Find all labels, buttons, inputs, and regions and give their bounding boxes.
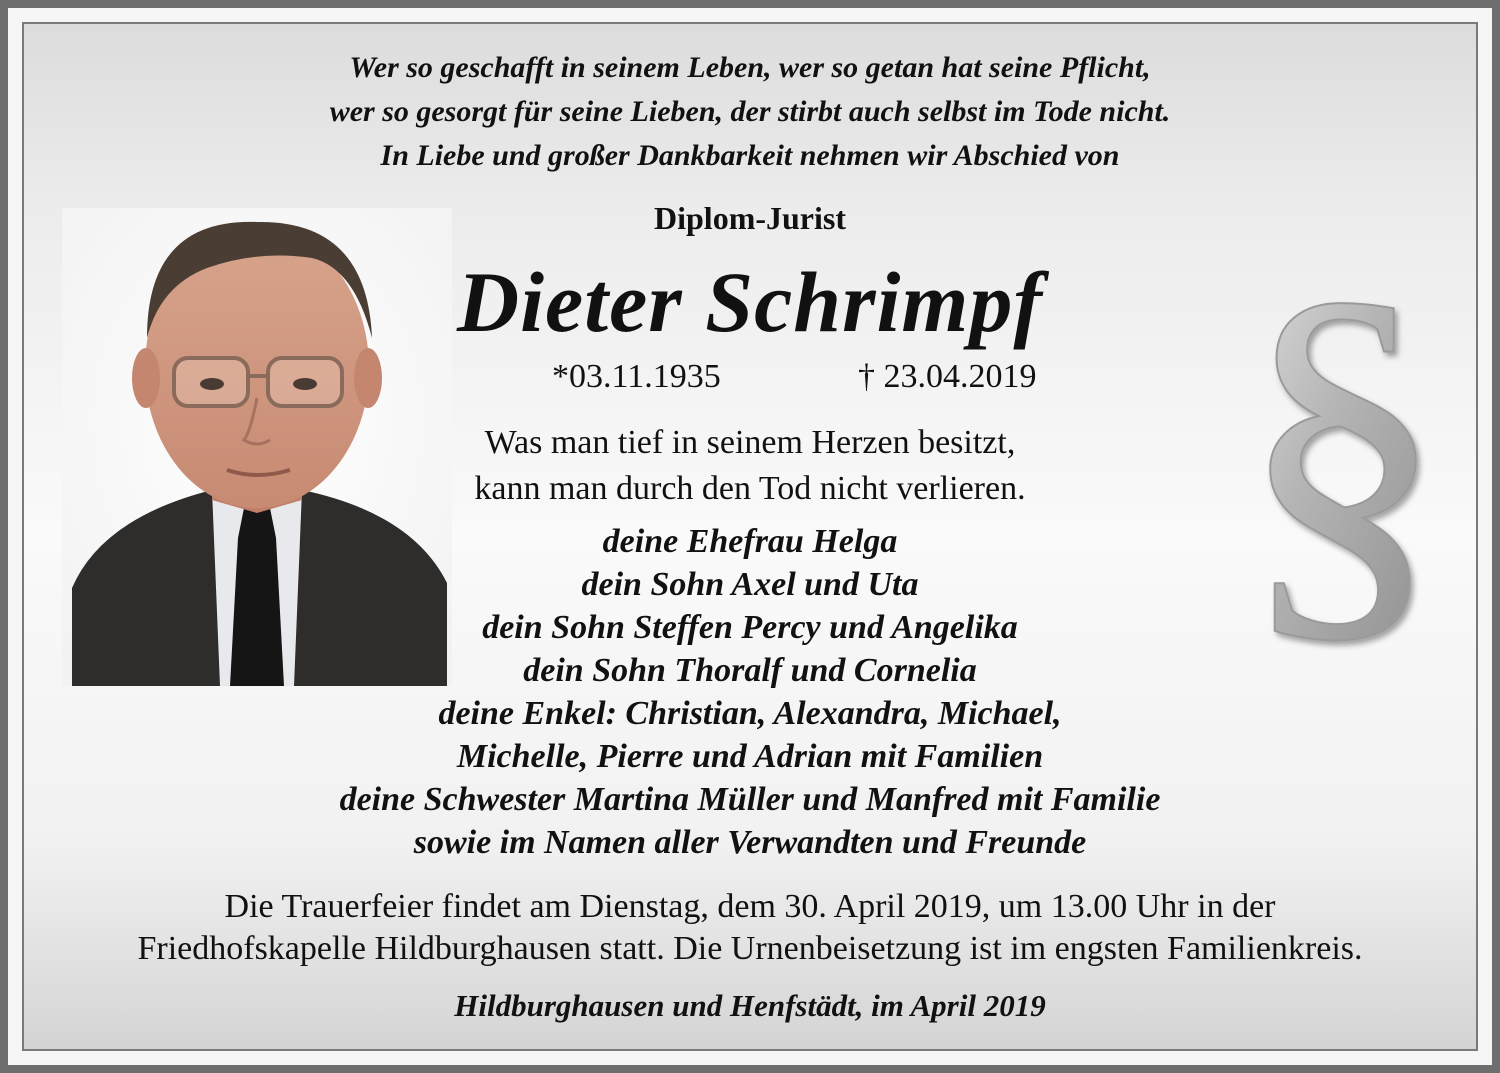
service-line-2: Friedhofskapelle Hildburghausen statt. Die Urnenbeisetzung ist im engsten Familienkreis.	[137, 930, 1363, 967]
paragraph-symbol-icon	[1212, 200, 1472, 680]
death-date: † 23.04.2019	[858, 358, 1037, 395]
deceased-name: Dieter Schrimpf	[457, 254, 1043, 350]
birth-date: *03.11.1935	[552, 358, 721, 395]
family-line-4: dein Sohn Thoralf und Cornelia	[523, 652, 977, 689]
quote-line-1: Was man tief in seinem Herzen besitzt,	[484, 424, 1016, 461]
family-line-6: Michelle, Pierre und Adrian mit Familien	[456, 738, 1044, 775]
place-and-date: Hildburghausen und Henfstädt, im April 2019	[454, 988, 1046, 1023]
family-line-7: deine Schwester Martina Müller und Manfred mit Familie	[339, 781, 1161, 818]
quote-line-2: kann man durch den Tod nicht verlieren.	[474, 470, 1026, 507]
family-line-3: dein Sohn Steffen Percy und Angelika	[482, 609, 1018, 646]
family-line-2: dein Sohn Axel und Uta	[581, 566, 919, 603]
intro-line-1: Wer so geschafft in seinem Leben, wer so getan hat seine Pflicht,	[349, 51, 1151, 84]
family-line-1: deine Ehefrau Helga	[602, 523, 898, 560]
intro-line-2: wer so gesorgt für seine Lieben, der stirbt auch selbst im Tode nicht.	[329, 95, 1171, 128]
intro-line-3: In Liebe und großer Dankbarkeit nehmen wir Abschied von	[380, 139, 1120, 172]
service-line-1: Die Trauerfeier findet am Dienstag, dem 30. April 2019, um 13.00 Uhr in der	[224, 888, 1276, 925]
academic-title: Diplom-Jurist	[654, 200, 846, 236]
family-line-8: sowie im Namen aller Verwandten und Freunde	[413, 824, 1087, 861]
svg-text:§: §	[1237, 214, 1447, 679]
family-line-5: deine Enkel: Christian, Alexandra, Michael,	[438, 695, 1062, 732]
